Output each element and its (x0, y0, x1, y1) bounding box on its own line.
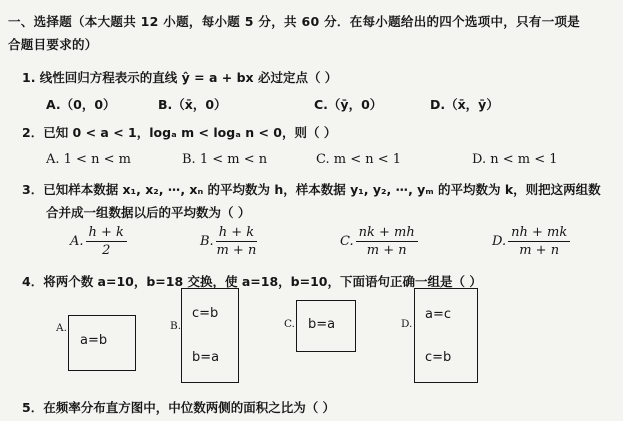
question-4-option-d-label: D. (401, 318, 413, 330)
question-3-option-a (70, 225, 127, 258)
section-header-line1: 一、选择题（本大题共 12 小题，每小题 5 分，共 60 分．在每小题给出的四个选项中，只有一项是 (8, 14, 581, 29)
option-d-fraction (508, 225, 570, 258)
option-b-denominator: m + n (216, 243, 257, 258)
question-4-option-a-label: A. (56, 322, 67, 334)
question-3-stem-line2: 合并成一组数据以后的平均数为（ ） (46, 205, 251, 220)
question-1-option-c: C.（ȳ，0） (314, 97, 383, 112)
question-3-option-b (200, 225, 257, 258)
option-a-fraction (86, 225, 127, 258)
question-4-option-c-label: C. (284, 318, 295, 330)
question-4-option-b-line1: c=b (192, 306, 219, 321)
question-4-option-d-box (414, 288, 478, 383)
option-a-denominator: 2 (102, 243, 111, 258)
option-c-label: C. (340, 234, 354, 249)
option-a-numerator: h + k (86, 225, 127, 242)
option-a-label: A. (70, 234, 84, 249)
question-1-option-b: B.（x̄，0） (158, 97, 227, 112)
question-4-option-b-label: B. (170, 320, 182, 332)
question-4-option-b-box (181, 288, 239, 383)
option-b-label: B. (200, 234, 214, 249)
question-5-stem: 5．在频率分布直方图中，中位数两侧的面积之比为（ ） (22, 400, 336, 415)
question-3-option-c (340, 225, 418, 258)
option-c-fraction (356, 225, 418, 258)
question-4-option-d-line2: c=b (425, 350, 452, 365)
question-4-option-c-line1: b=a (308, 317, 336, 332)
question-2-stem: 2．已知 0 < a < 1，logₐ m < logₐ n < 0，则（ ） (22, 125, 337, 140)
option-c-numerator: nk + mh (356, 225, 418, 242)
option-c-denominator: m + n (366, 243, 407, 258)
question-3-stem-line1: 3．已知样本数据 x₁, x₂, ⋯, xₙ 的平均数为 h，样本数据 y₁, y₂, ⋯, yₘ 的平均数为 k，则把这两组数 (22, 182, 601, 197)
question-4-stem: 4．将两个数 a=10，b=18 交换，使 a=18，b=10，下面语句正确一组是（ ） (22, 274, 482, 289)
question-1-stem: 1. 线性回归方程表示的直线 ŷ = a + bx 必过定点（ ） (22, 70, 338, 85)
question-1-option-d: D.（x̄，ȳ） (430, 97, 499, 112)
question-3-option-d (492, 225, 570, 258)
option-b-fraction (216, 225, 257, 258)
question-4-option-d-line1: a=c (425, 307, 452, 322)
option-d-denominator: m + n (519, 243, 560, 258)
question-2-option-b: B. 1 < m < n (182, 152, 268, 167)
question-2-option-a: A. 1 < n < m (46, 152, 131, 167)
section-header-line2: 合题目要求的） (8, 37, 98, 52)
option-b-numerator: h + k (216, 225, 257, 242)
question-1-option-a: A.（0，0） (46, 97, 116, 112)
question-2-option-d: D. n < m < 1 (472, 152, 558, 167)
question-2-option-c: C. m < n < 1 (316, 152, 402, 167)
option-d-numerator: nh + mk (508, 225, 570, 242)
question-4-option-b-line2: b=a (192, 350, 220, 365)
option-d-label: D. (492, 234, 507, 249)
question-4-option-a-line1: a=b (80, 333, 108, 348)
